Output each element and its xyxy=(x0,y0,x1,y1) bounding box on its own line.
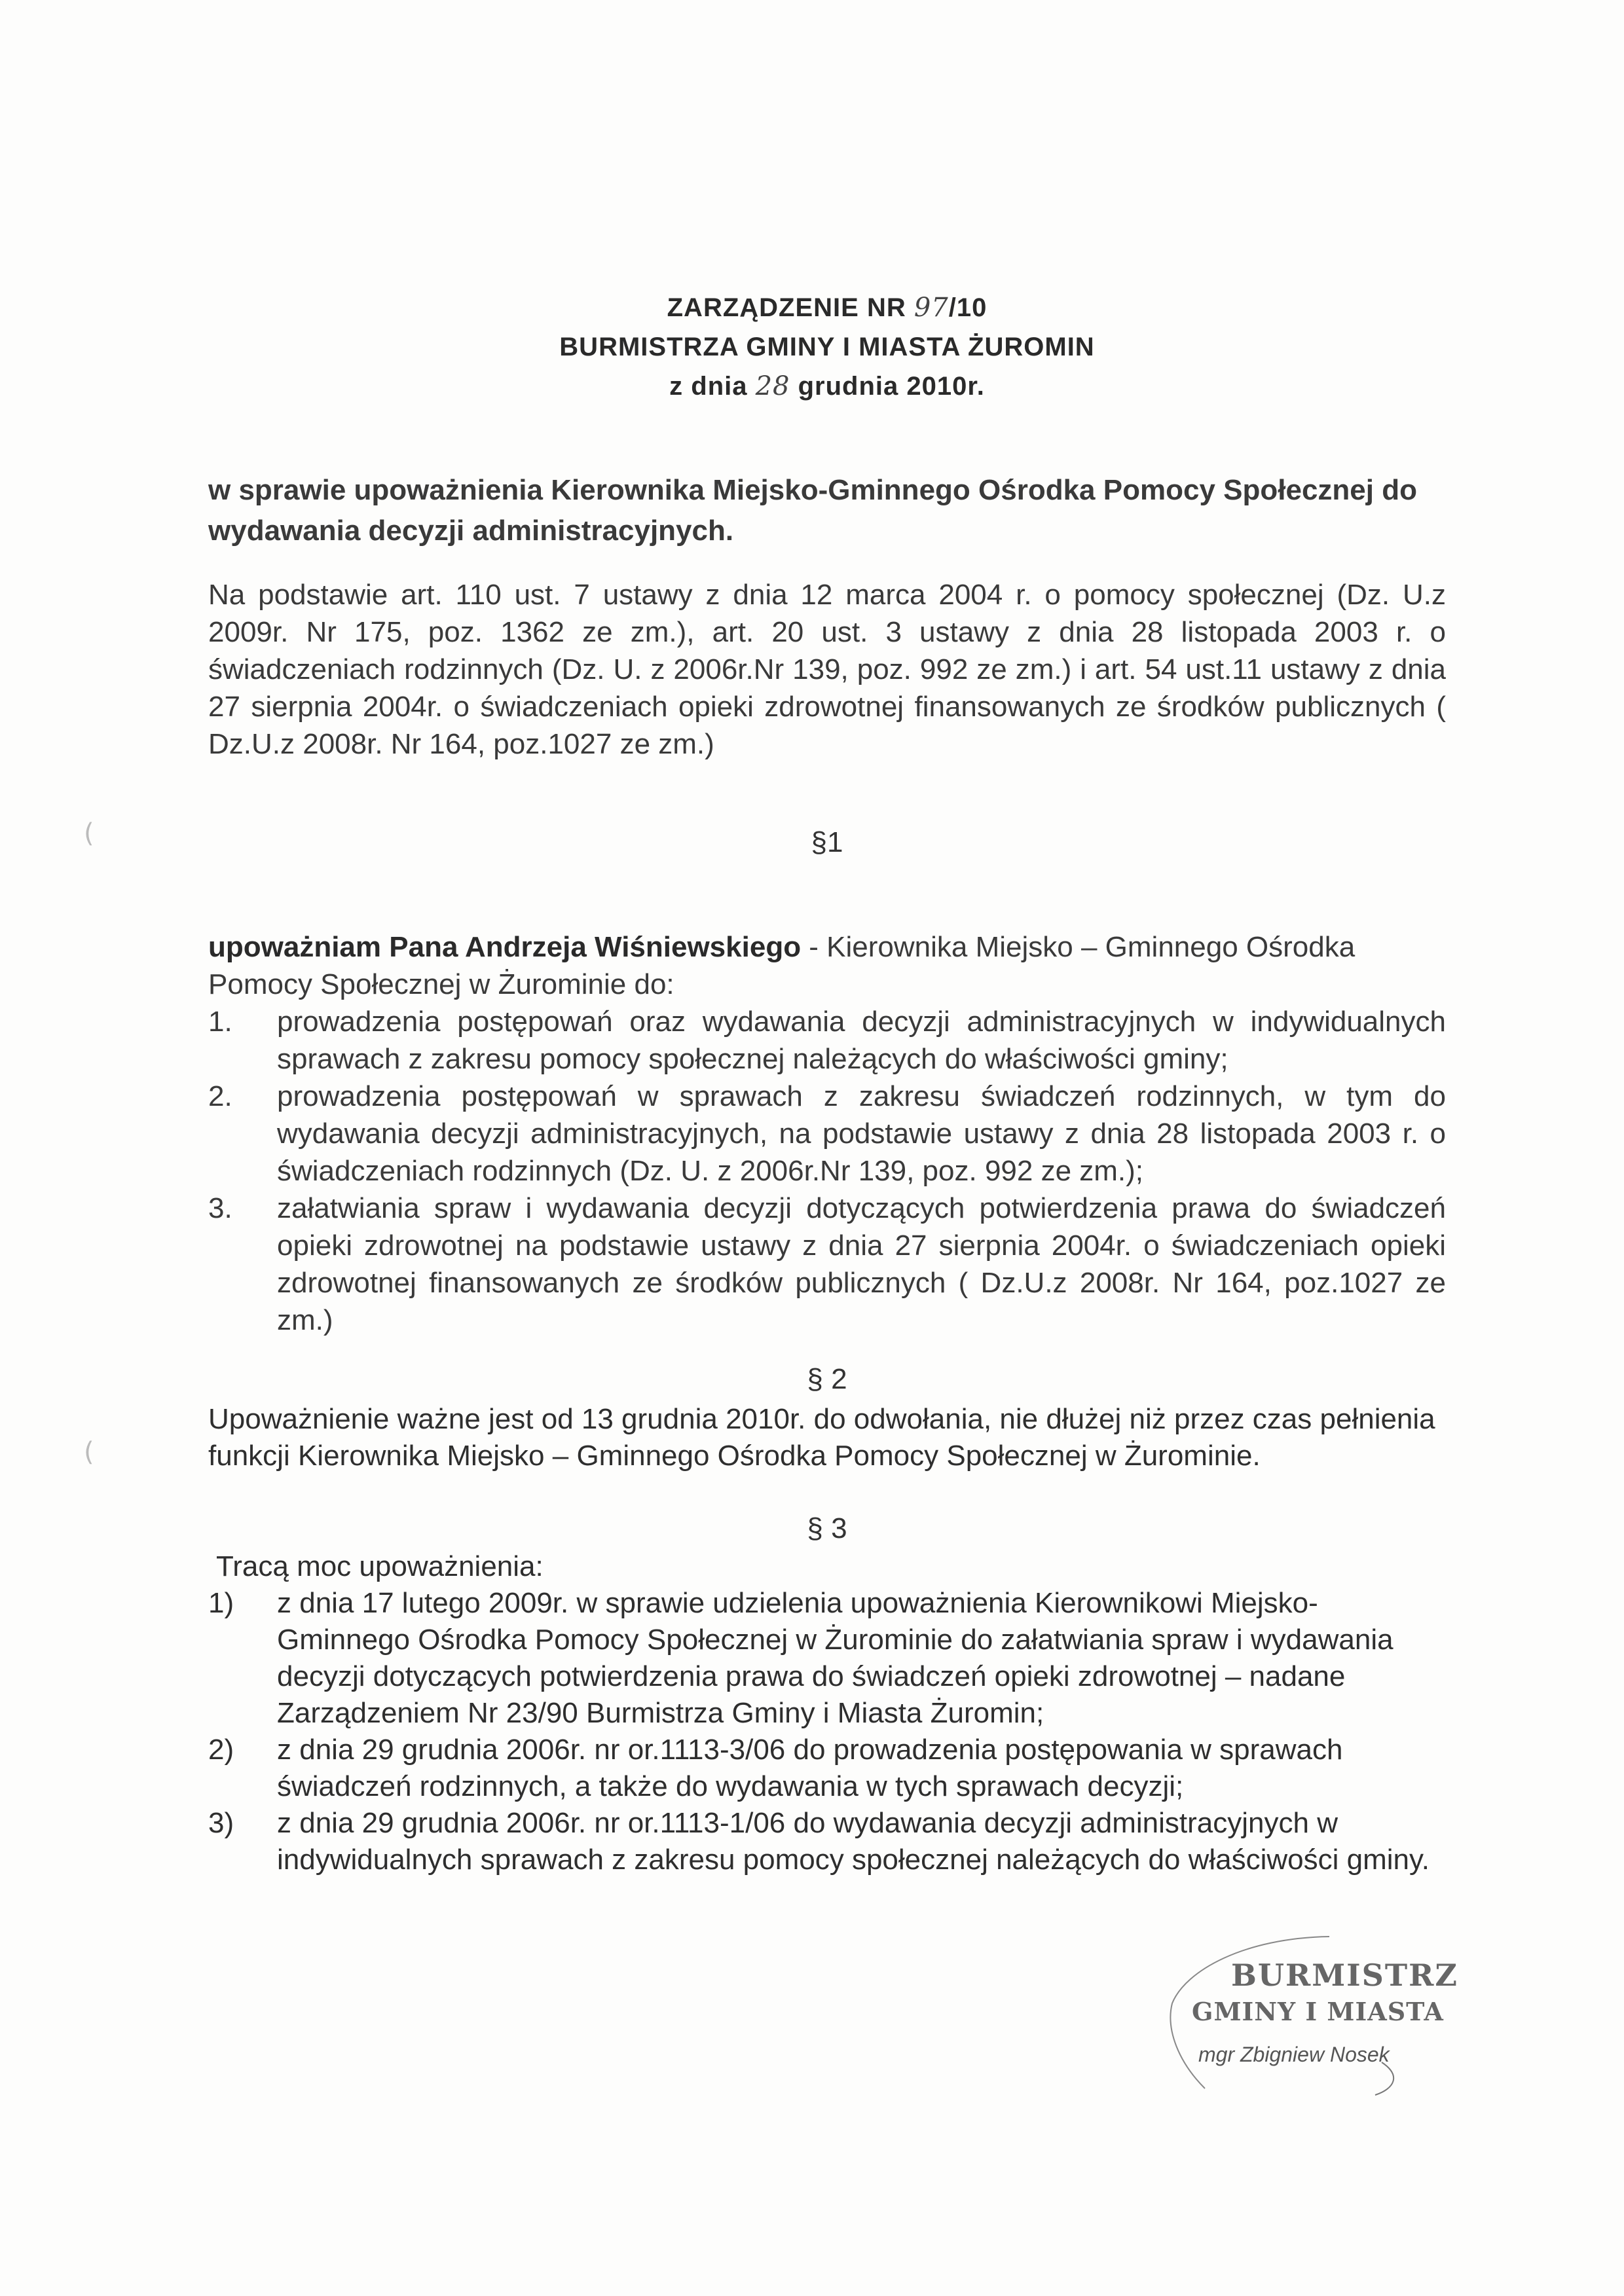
list-item-text: z dnia 29 grudnia 2006r. nr or.1113-1/06 do wydawania decyzji administracyjnych w indywidualnych sprawach z zakresu pomocy społecznej należących do właściwości gminy. xyxy=(277,1807,1430,1876)
list-item-number: 2) xyxy=(208,1734,234,1766)
list-item xyxy=(208,1585,1446,1732)
stamp-subtitle: GMINY I MIASTA xyxy=(1192,1997,1444,2026)
list-item-text: z dnia 17 lutego 2009r. w sprawie udzielenia upoważnienia Kierownikowi Miejsko-Gminnego Ośrodka Pomocy Społecznej w Żurominie do załatwiania spraw i wydawania decyzji dotyczących potwierdzenia prawa do świadczeń opieki zdrowotnej – nadane Zarządzeniem Nr 23/90 Burmistrza Gminy i Miasta Żuromin; xyxy=(277,1587,1393,1729)
list-item-number: 1) xyxy=(208,1587,234,1619)
list-item-number: 3) xyxy=(208,1807,234,1839)
section1-intro-rest: - Kierownika Miejsko – Gminnego Ośrodka Pomocy Społecznej w Żurominie do: xyxy=(208,931,1356,1000)
list-item-text: załatwiania spraw i wydawania decyzji dotyczących potwierdzenia prawa do świadczeń opieki zdrowotnej na podstawie ustawy z dnia 27 sierpnia 2004r. o świadczeniach opieki zdrowotnej finansowanych ze środków publicznych ( Dz.U.z 2008r. Nr 164, poz.1027 ze zm.) xyxy=(277,1192,1446,1336)
header-title-line xyxy=(208,288,1446,327)
section3-intro: Tracą moc upoważnienia: xyxy=(216,1550,544,1582)
list-item-number: 2. xyxy=(208,1080,232,1112)
list-item xyxy=(208,1732,1446,1805)
header-issuer: BURMISTRZA GMINY I MIASTA ŻUROMIN xyxy=(559,333,1095,361)
header-title-suffix: /10 xyxy=(948,293,987,322)
section3-body xyxy=(208,1548,1446,1878)
margin-bracket: ( xyxy=(84,818,94,848)
authorized-person: upoważniam Pana Andrzeja Wiśniewskiego xyxy=(208,931,802,963)
section1-list xyxy=(208,1003,1446,1339)
document-subject: w sprawie upoważnienia Kierownika Miejsko-Gminnego Ośrodka Pomocy Społecznej do wydawania decyzji administracyjnych. xyxy=(208,474,1417,547)
header-title-prefix: ZARZĄDZENIE NR xyxy=(667,293,914,322)
margin-bracket: ( xyxy=(84,1437,94,1467)
section2-heading: § 2 xyxy=(807,1363,847,1395)
list-item xyxy=(208,1078,1446,1190)
stamp-title: BURMISTRZ xyxy=(1231,1958,1458,1993)
legal-basis: Na podstawie art. 110 ust. 7 ustawy z dnia 12 marca 2004 r. o pomocy społecznej (Dz. U.z 2009r. Nr 175, poz. 1362 ze zm.), art. 20 ust. 3 ustawy z dnia 28 listopada 2003 r. o świadczeniach rodzinnych (Dz. U. z 2006r.Nr 139, poz. 992 ze zm.) i art. 54 ust.11 ustawy z dnia 27 sierpnia 2004r. o świadczeniach opieki zdrowotnej finansowanych ze środków publicznych ( Dz.U.z 2008r. Nr 164, poz.1027 ze zm.) xyxy=(208,579,1446,760)
header-date-prefix: z dnia xyxy=(669,372,756,401)
section2-text: Upoważnienie ważne jest od 13 grudnia 2010r. do odwołania, nie dłużej niż przez czas pełnienia funkcji Kierownika Miejsko – Gminnego Ośrodka Pomocy Społecznej w Żurominie. xyxy=(208,1403,1435,1472)
header-date-line xyxy=(208,367,1446,406)
list-item-number: 1. xyxy=(208,1006,232,1038)
list-item-text: prowadzenia postępowań oraz wydawania decyzji administracyjnych w indywidualnych sprawach z zakresu pomocy społecznej należących do właściwości gminy; xyxy=(277,1006,1446,1075)
header-date-suffix: grudnia 2010r. xyxy=(790,372,985,401)
section3-list xyxy=(208,1585,1446,1878)
stamp-signatory: mgr Zbigniew Nosek xyxy=(1198,2043,1390,2066)
handwritten-number: 97 xyxy=(913,293,949,323)
list-item xyxy=(208,1190,1446,1339)
section3-heading: § 3 xyxy=(807,1512,847,1544)
section1-intro xyxy=(208,928,1446,1003)
list-item-text: prowadzenia postępowań w sprawach z zakresu świadczeń rodzinnych, w tym do wydawania decyzji administracyjnych, na podstawie ustawy z dnia 28 listopada 2003 r. o świadczeniach rodzinnych (Dz. U. z 2006r.Nr 139, poz. 992 ze zm.); xyxy=(277,1080,1446,1187)
section1-body xyxy=(208,928,1446,1339)
handwritten-day: 28 xyxy=(755,371,790,401)
list-item xyxy=(208,1805,1446,1878)
section1-heading: §1 xyxy=(811,826,843,858)
list-item-number: 3. xyxy=(208,1192,232,1224)
list-item xyxy=(208,1003,1446,1078)
list-item-text: z dnia 29 grudnia 2006r. nr or.1113-3/06 do prowadzenia postępowania w sprawach świadczeń rodzinnych, a także do wydawania w tych sprawach decyzji; xyxy=(277,1734,1343,1802)
document-header xyxy=(208,288,1446,406)
official-stamp xyxy=(1166,1931,1473,2102)
